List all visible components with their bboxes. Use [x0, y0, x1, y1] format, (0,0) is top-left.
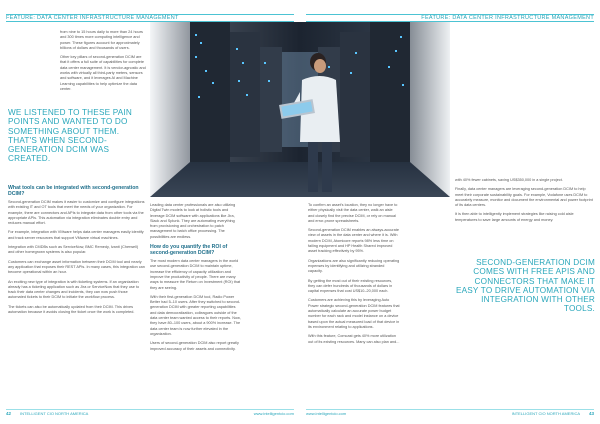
left-pull-quote: WE LISTENED TO THESE PAIN POINTS AND WANTED TO DO SOMETHING ABOUT THEM. THAT'S WHEN SECOND-GENERATION DCIM WAS CREATED.	[8, 108, 133, 164]
floor	[150, 162, 450, 197]
left-sub-heading: What tools can be integrated with second-generation DCIM?	[8, 185, 139, 197]
right-c-paragraph: It is then able to intelligently implement strategies like raising cold aisle temperatures to save large amounts of energy and money.	[455, 212, 574, 222]
left-intro-column	[60, 30, 146, 96]
left-header	[6, 14, 294, 22]
left-intro-paragraph: Other key pillars of second-generation DCIM are that it offers a full suite of capabilities for complete data center management. It is vendor-agnostic and works with virtually all third-party meters, sensors and software, and it leverages AI and Machine Learning capabilities to help optimize the data center.	[60, 55, 146, 91]
left-header-label: FEATURE: DATA CENTER INFRASTRUCTURE MANAGEMENT	[6, 15, 179, 21]
left-body-column	[8, 185, 145, 319]
center-b-paragraph: To confirm an asset's location, they no longer have to either physically visit the data center, walk an aisle and closely find the precise DCIM, or rely on manual and error-prone spreadsheets.	[308, 203, 398, 223]
left-intro-paragraph: from nine to 15 hours daily to more than 24 hours and 300 times more computing intelligence and power. These figures account for approximately billions of dollars and thousands of users.	[60, 30, 143, 50]
left-body-paragraph: For example, integration with VMware helps data center managers easily identify and track server resources that support VMware virtual machines.	[8, 230, 144, 240]
right-c-paragraph: Finally, data center managers are leveraging second-generation DCIM to help meet their corporate sustainability goals. For example, Vodafone uses DCIM to accurately measure, monitor and document the environmental and power footprint of its data centers.	[455, 187, 593, 208]
center-column-a	[150, 203, 242, 356]
left-website: www.intelligentcio.com	[253, 411, 294, 416]
right-column-c	[455, 178, 593, 227]
right-page-number: 43	[588, 411, 594, 416]
center-a-paragraph: With their first-generation DCIM tool, Radio Power Better had 5–10 users. After they switched to second-generation DCIM with greater reporting capabilities and data democratization, colleagues outside of the data center team wanted access to their reports. Now, they have 80–100 users, about a 900% increase. The data center team is now further elevated in the organization.	[150, 294, 241, 336]
right-footer	[306, 409, 594, 415]
right-c-paragraph: with 40% fewer cabinets, saving US$350,000 in a single project.	[455, 178, 563, 182]
center-column-b	[308, 203, 400, 349]
left-body-paragraph: Customers can exchange asset information between their DCIM tool and nearly any application that exposes their REST APIs. In many cases, this integration can become operational within an hour.	[8, 259, 145, 275]
hero-photo-server-room	[150, 22, 450, 197]
center-b-paragraph: By getting the most out of their existing resources, they can defer hundreds of thousands of dollars in capital expenses that cost US$10–20,000 each.	[308, 278, 393, 294]
center-a-paragraph: The most modern data center managers in the world use second-generation DCIM to maintain uptime, increase the efficiency of capacity utilization and improve the productivity of people. There are many ways to measure the Return on Investment (ROI) that they are seeing.	[150, 259, 241, 290]
center-b-paragraph: With this feature, Comcast gets 40% more utilization out of its existing resources. Many can also plan and...	[308, 334, 400, 344]
left-footer	[6, 409, 294, 415]
left-publication-name: INTELLIGENT CIO NORTH AMERICA	[20, 411, 89, 416]
right-header-label: FEATURE: DATA CENTER INFRASTRUCTURE MANAGEMENT	[421, 15, 594, 21]
center-a-sub-heading: How do you quantify the ROI of second-generation DCIM?	[150, 244, 228, 257]
center-a-paragraph: Users of second-generation DCIM also report greatly improved accuracy of their assets and connectivity.	[150, 341, 239, 351]
left-body-paragraph: An exciting new type of integration is with ticketing systems. If an organization already has a ticketing application such as Jira or ServiceNow that they use to track their data center changes and incidents, they can now push those automated tickets to their DCIM to initiate the workflow process.	[8, 279, 140, 300]
left-body-paragraph: Second-generation DCIM makes it easier to customize and configure integrations with existing IT and OT tools that meet the needs of your organization. For example, there are connectors and APIs to integrate data from other tools via the appropriate APIs. This automation via integration eliminates double entry and reduces manual effort.	[8, 200, 145, 226]
server-room-illustration	[150, 22, 450, 197]
center-b-paragraph: Organizations are also significantly reducing operating expenses by identifying and utilizing stranded capacity.	[308, 258, 400, 274]
left-body-paragraph: The tickets can also be automatically updated from their DCIM. This drives automation because it avoids closing the ticket once the work is completed.	[8, 304, 135, 315]
left-page-number: 42	[6, 411, 12, 416]
left-body-paragraph: Integration with CMDBs such as ServiceNow, BMC Remedy, Ivanti (Cherwell) and other homegrown systems is also popular.	[8, 245, 139, 255]
right-header	[306, 14, 594, 22]
right-pull-quote: SECOND-GENERATION DCIM COMES WITH FREE APIS AND CONNECTORS THAT MAKE IT EASY TO DRIVE AUTOMATION VIA INTEGRATION WITH OTHER TOOLS.	[455, 258, 595, 314]
center-b-paragraph: Second-generation DCIM enables an always-accurate view of assets in the data center and where it is. With modern DCIM, Atomicore reports 98% less time on failing equipment and HP Health Shared improved asset tracking effectively by 95%.	[308, 228, 399, 254]
right-publication-name: INTELLIGENT CIO NORTH AMERICA	[511, 411, 580, 416]
center-b-paragraph: Customers are achieving this by leveraging Auto Power strategic second-generation DCIM features that automatically calculate an accurate power budget number for each rack and model instance on a device based upon the actual measured load of that device in its environment relating to applications.	[308, 298, 400, 329]
center-a-paragraph: Leading data center professionals are also utilizing Digital Twin models to look at holistic tools and leverage DCIM software with applications like Jira, Slack and Splunk. They are automating everything from provisioning and orchestration to patch management to batch office processing. The possibilities are endless.	[150, 203, 236, 239]
right-website: www.intelligentcio.com	[306, 411, 347, 416]
